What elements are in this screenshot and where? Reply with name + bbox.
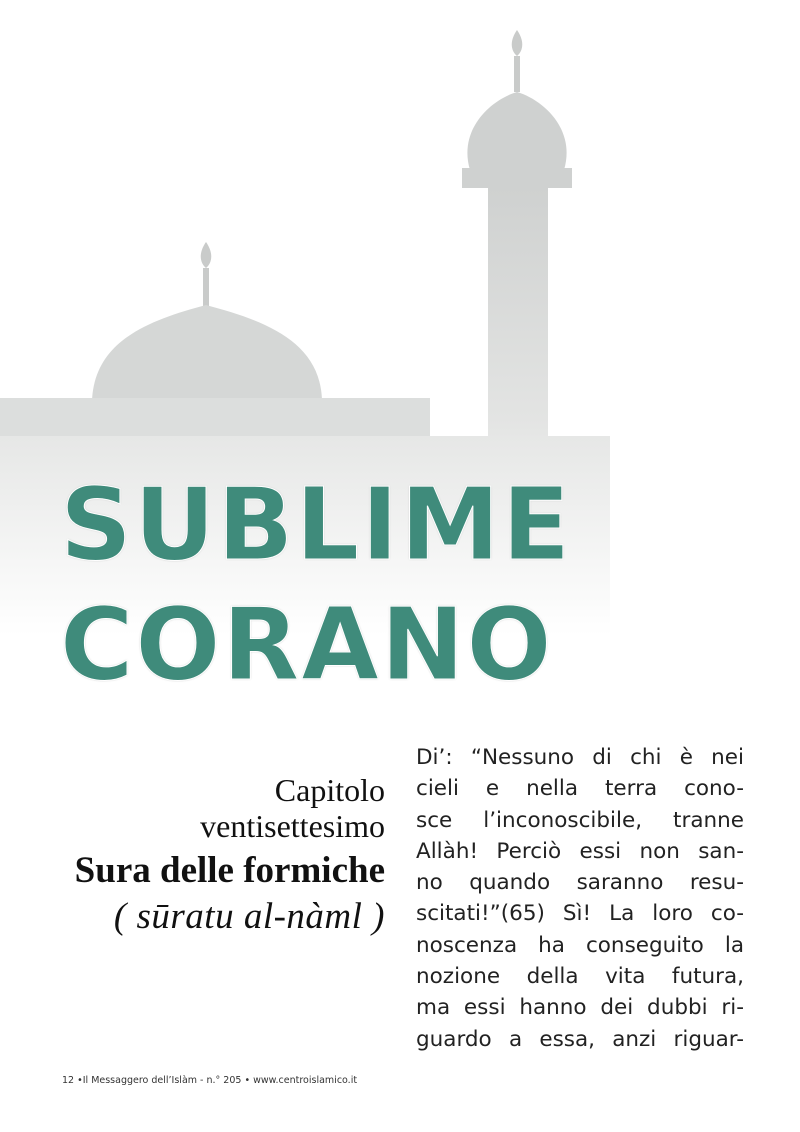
body-text-line: nozione della vita futura,: [416, 964, 744, 990]
page-footer: [62, 1075, 357, 1086]
publication-name: •Il Messaggero dell’Islàm - n.° 205 •: [77, 1075, 251, 1086]
sura-transliteration: ( sūratu al-nàml ): [113, 896, 385, 937]
main-title-line-2: CORANO: [60, 586, 554, 703]
body-text-line: no quando saranno resu-: [416, 870, 744, 896]
body-text-line: guardo a essa, anzi riguar-: [416, 1026, 744, 1052]
chapter-label-line-1: Capitolo: [274, 772, 385, 808]
chapter-label-line-2: ventisettesimo: [200, 808, 385, 844]
body-text-line: sce l’inconoscibile, tranne: [416, 807, 744, 833]
page-number: 12: [62, 1075, 75, 1086]
body-text-line: ma essi hanno dei dubbi ri-: [416, 995, 744, 1021]
main-title-line-1: SUBLIME: [60, 466, 573, 583]
body-text-column: [416, 742, 744, 1055]
body-text-line: cieli e nella terra cono-: [416, 776, 744, 802]
body-text-line: Allàh! Perciò essi non san-: [416, 838, 744, 864]
body-text-line: scitati!”(65) Sì! La loro co-: [416, 901, 744, 927]
body-text-line: noscenza ha conseguito la: [416, 932, 744, 958]
chapter-heading-block: [40, 772, 385, 940]
website-link[interactable]: www.centroislamico.it: [253, 1075, 358, 1086]
sura-name: Sura delle formiche: [74, 850, 385, 891]
body-text-line: Di’: “Nessuno di chi è nei: [416, 745, 744, 770]
